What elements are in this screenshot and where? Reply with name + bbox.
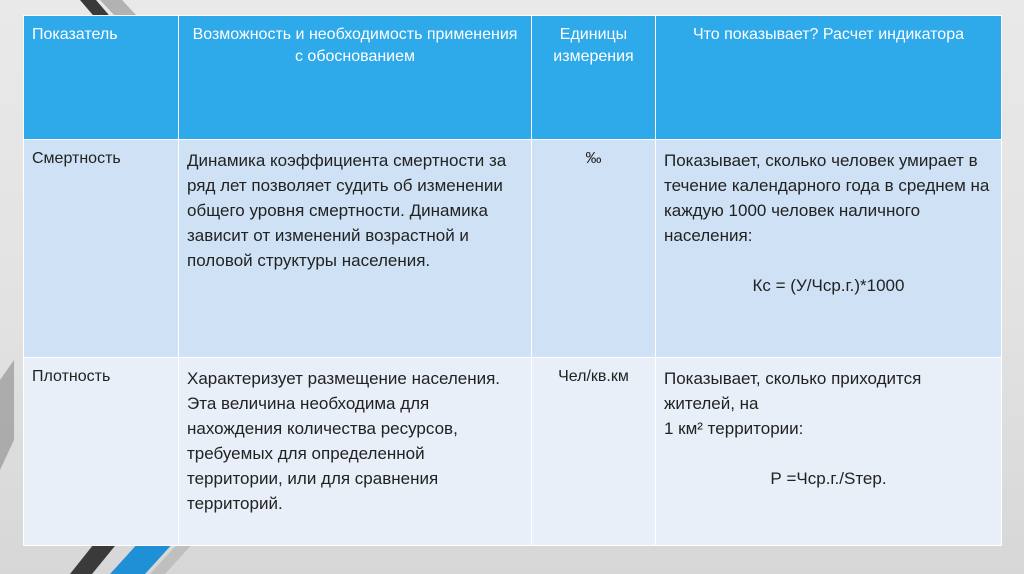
header-meaning: Что показывает? Расчет индикатора bbox=[656, 16, 1002, 140]
cell-meaning bbox=[656, 140, 1002, 358]
formula: Р =Чср.г./Sтер. bbox=[770, 469, 887, 488]
meaning-text: Показывает, сколько приходится жителей, на bbox=[664, 369, 922, 413]
cell-unit: Чел/кв.км bbox=[532, 358, 656, 546]
meaning-text: 1 км² территории: bbox=[664, 419, 804, 438]
cell-meaning bbox=[656, 358, 1002, 546]
indicators-table bbox=[23, 15, 1002, 546]
meaning-text: Показывает, сколько человек умирает в течение календарного года в среднем на каждую 1000 человек наличного населения: bbox=[664, 151, 990, 245]
header-units: Единицы измерения bbox=[532, 16, 656, 140]
formula: Кс = (У/Чср.г.)*1000 bbox=[752, 276, 905, 295]
left-stripe-gray bbox=[0, 360, 14, 470]
cell-rationale: Динамика коэффициента смертности за ряд лет позволяет судить об изменении общего уровня смертности. Динамика зависит от изменений возрастной и половой структуры населения. bbox=[179, 140, 532, 358]
header-rationale: Возможность и необходимость применения с обоснованием bbox=[179, 16, 532, 140]
cell-indicator: Плотность bbox=[24, 358, 179, 546]
table-header-row bbox=[24, 16, 1002, 140]
cell-unit: ‰ bbox=[532, 140, 656, 358]
rationale-text: Эта величина необходима для нахождения количества ресурсов, требуемых для определенной территории, или для сравнения территорий. bbox=[187, 394, 458, 513]
cell-indicator: Смертность bbox=[24, 140, 179, 358]
table-row bbox=[24, 358, 1002, 546]
table-row bbox=[24, 140, 1002, 358]
header-indicator: Показатель bbox=[24, 16, 179, 140]
cell-rationale bbox=[179, 358, 532, 546]
rationale-text: Характеризует размещение населения. bbox=[187, 369, 501, 388]
